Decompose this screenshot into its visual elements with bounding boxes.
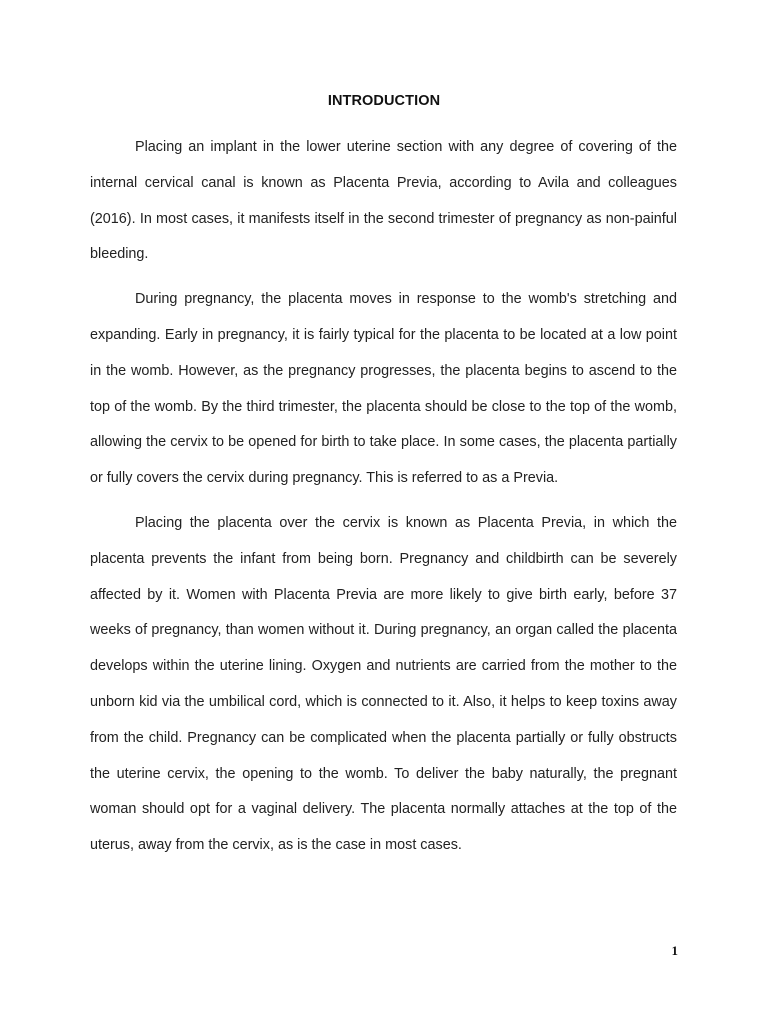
paragraph-2: During pregnancy, the placenta moves in response to the womb's stretching and expanding. Early in pregnancy, it is fairly typical for the placenta to be located at a low point in the womb. However, as the pregnancy progresses, the placenta begins to ascend to the top of the womb. By the third trimester, the placenta should be close to the top of the womb, allowing the cervix to be opened for birth to take place. In some cases, the placenta partially or fully covers the cervix during pregnancy. This is referred to as a Previa. (90, 291, 677, 487)
page-number: 1 (671, 943, 678, 958)
paragraph-3: Placing the placenta over the cervix is known as Placenta Previa, in which the placenta prevents the infant from being born. Pregnancy and childbirth can be severely affected by it. Women with Placenta Previa are more likely to give birth early, before 37 weeks of pregnancy, than women without it. During pregnancy, an organ called the placenta develops within the uterine lining. Oxygen and nutrients are carried from the mother to the unborn kid via the umbilical cord, which is connected to it. Also, it helps to keep toxins away from the child. Pregnancy can be complicated when the placenta partially or fully obstructs the uterine cervix, the opening to the womb. To deliver the baby naturally, the pregnant woman should opt for a vaginal delivery. The placenta normally attaches at the top of the uterus, away from the cervix, as is the case in most cases. (90, 514, 677, 854)
section-heading: INTRODUCTION (327, 93, 441, 109)
body-text (90, 130, 677, 873)
paragraph-1: Placing an implant in the lower uterine section with any degree of covering of the internal cervical canal is known as Placenta Previa, according to Avila and colleagues (2016). In most cases, it manifests itself in the second trimester of pregnancy as non-painful bleeding. (90, 139, 677, 263)
